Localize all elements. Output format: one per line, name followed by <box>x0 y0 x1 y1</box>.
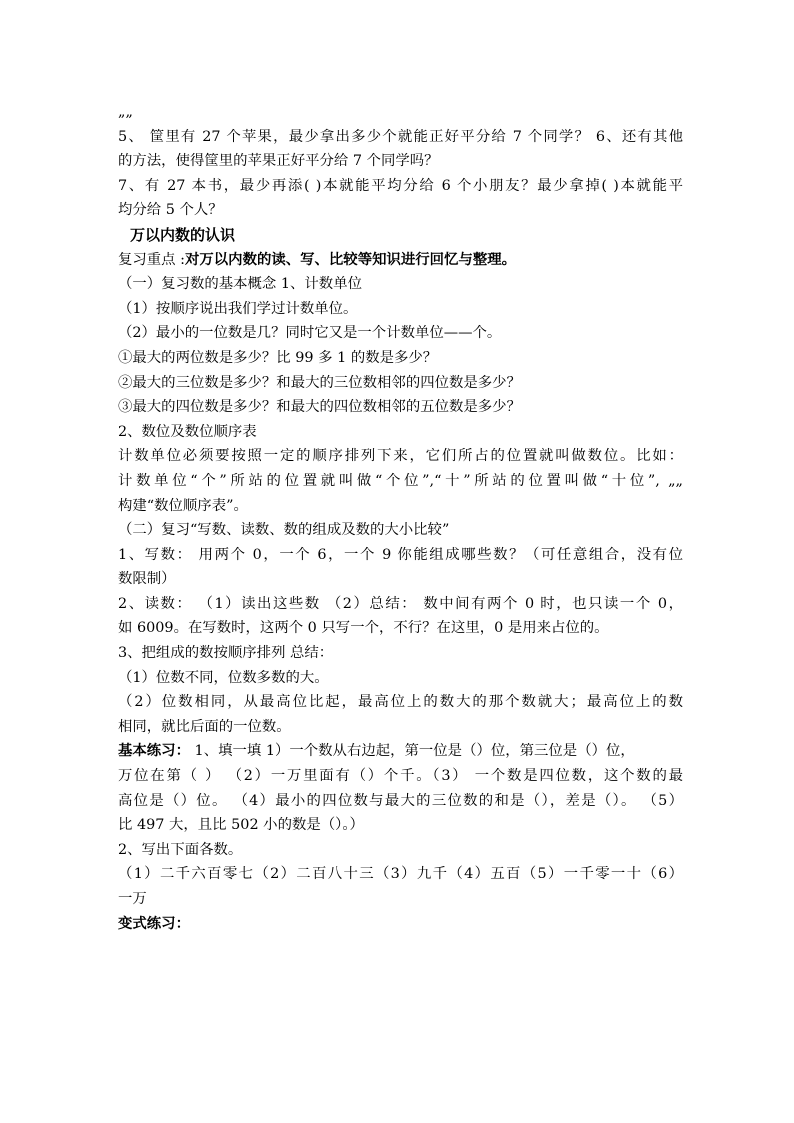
ordering-rule-2-line-2: 相同，就比后面的一位数。 <box>118 718 291 735</box>
ellipsis-line: „„ <box>118 104 133 120</box>
ordering-rule-2-line-1: （2）位数相同，从最高位比起，最高位上的数大的那个数就大；最高位上的数 <box>118 694 683 711</box>
write-numbers-list-line-1: （1）二千六百零七（2）二百八十三（3）九千（4）五百（5）一千零一十（6） <box>118 866 683 883</box>
basic-practice-line-2: 万位在第（ ） （2）一万里面有（）个千。（3） 一个数是四位数，这个数的最 <box>118 768 683 785</box>
digit-place-para-line-2: 计数单位“个”所站的位置就叫做“个位”,“十”所站的位置叫做“十位”, „„ <box>118 472 683 489</box>
question-circled-1: ①最大的两位数是多少？比 99 多 1 的数是多少？ <box>118 349 438 366</box>
digit-place-title: 2、数位及数位顺序表 <box>118 423 257 440</box>
write-numbers-title: 2、写出下面各数。 <box>118 841 243 858</box>
digit-place-para-line-3: 构建“数位顺序表”。 <box>118 497 248 514</box>
reading-numbers-line-2: 如 6009。在写数时，这两个 0 只写一个，不行？在这里，0 是用来占位的。 <box>118 620 609 637</box>
section-heading: 万以内数的认识 <box>130 225 236 244</box>
ordering-title: 3、把组成的数按顺序排列 总结： <box>118 645 334 662</box>
document-page <box>118 100 683 936</box>
basic-practice-line-4: 比 497 大，且比 502 小的数是（）。） <box>118 817 364 834</box>
writing-numbers-line-1: 1、写数： 用两个 0，一个 6，一个 9 你能组成哪些数？（可任意组合，没有位 <box>118 546 683 563</box>
question-6-line-2: 的方法，使得筐里的苹果正好平分给 7 个同学吗？ <box>118 153 439 170</box>
review-focus-label: 复习重点 : <box>118 251 185 268</box>
question-circled-3: ③最大的四位数是多少？和最大的四位数相邻的五位数是多少？ <box>118 399 521 416</box>
write-numbers-list-line-2: 一万 <box>118 891 147 907</box>
ordering-rule-1: （1）位数不同，位数多数的大。 <box>118 669 329 686</box>
concept-item-1: （1）按顺序说出我们学过计数单位。 <box>118 300 358 317</box>
question-5-line-1: 5、 筐里有 27 个苹果，最少拿出多少个就能正好平分给 7 个同学？ 6、还有其他 <box>118 128 683 145</box>
reading-numbers-line-1: 2、读数： （1）读出这些数 （2）总结： 数中间有两个 0 时，也只读一个 0， <box>118 595 683 612</box>
part-one-title: （一）复习数的基本概念 1、计数单位 <box>118 276 362 293</box>
part-two-title: （二）复习“写数、读数、数的组成及数的大小比较” <box>118 522 450 539</box>
question-circled-2: ②最大的三位数是多少？和最大的三位数相邻的四位数是多少？ <box>118 374 521 391</box>
basic-practice-line-3: 高位是（）位。 （4）最小的四位数与最大的三位数的和是（），差是（）。 （5） <box>118 792 683 809</box>
basic-practice-text: 1、填一填 1）一个数从右边起，第一位是（）位，第三位是（）位， <box>189 743 635 760</box>
review-focus-text: 对万以内数的读、写、比较等知识进行回忆与整理。 <box>185 250 516 268</box>
concept-item-2: （2）最小的一位数是几？同时它又是一个计数单位——个。 <box>118 325 502 342</box>
question-7-line-1: 7、有 27 本书，最少再添( )本就能平均分给 6 个小朋友？最少拿掉( )本就能平 <box>118 177 683 194</box>
review-focus-line <box>118 248 683 273</box>
basic-practice-line-1 <box>118 739 683 764</box>
basic-practice-label: 基本练习： <box>118 742 190 760</box>
variant-practice-label: 变式练习： <box>118 914 190 932</box>
writing-numbers-line-2: 数限制） <box>118 571 176 588</box>
question-7-line-2: 均分给 5 个人？ <box>118 202 223 219</box>
digit-place-para-line-1: 计数单位必须要按照一定的顺序排列下来，它们所占的位置就叫做数位。比如： <box>118 448 683 465</box>
